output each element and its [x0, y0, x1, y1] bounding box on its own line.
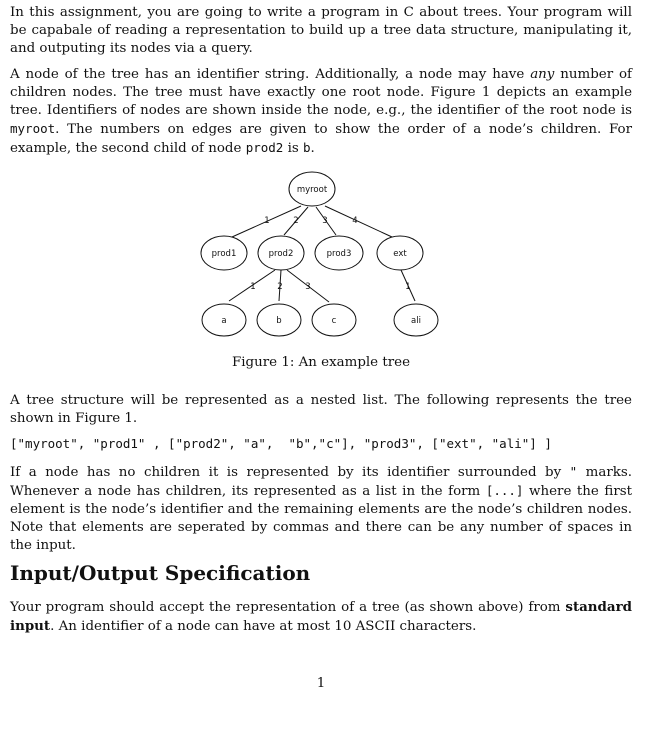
nested-list-paragraph: A tree structure will be represented as a nested list. The following represents the tree shown in Figure 1.	[10, 393, 632, 426]
text-run: If a node has no children it is represented by its identifier surrounded by	[10, 465, 570, 480]
node-label-prod1: prod1	[211, 249, 237, 259]
node-description-paragraph	[10, 66, 632, 158]
emphasis-any: any	[530, 67, 555, 82]
code-root-id: myroot	[10, 121, 56, 136]
edge-label: 1	[250, 282, 256, 292]
intro-paragraph: In this assignment, you are going to write a program in C about trees. Your program will be capabale of reading a representation to build up a tree data structure, manipulating it, and outputing its nodes via a query.	[10, 5, 632, 56]
code-list-form: [...]	[485, 483, 524, 498]
text-run: . The numbers on edges are given to show the order of a node’s children. For example, the second child of node	[10, 122, 632, 156]
edge-label: 3	[305, 282, 311, 292]
text-run: where the first element is the node’s identifier and the remaining elements are the node’s children nodes. Note that elements are seperated by commas and there can be any number of spaces in the input.	[10, 484, 633, 553]
node-label-c: c	[331, 316, 337, 326]
node-label-prod3: prod3	[326, 249, 352, 259]
node-label-ext: ext	[393, 249, 407, 259]
code-example: ["myroot", "prod1" , ["prod2", "a", "b","c"], "prod3", ["ext", "ali"] ]	[10, 436, 552, 451]
code-quote: "	[569, 464, 578, 479]
children-representation-paragraph	[10, 463, 632, 555]
figure-caption: Figure 1: An example tree	[231, 355, 410, 370]
node-label-ali: ali	[411, 316, 421, 326]
edge-myroot-ext	[325, 206, 392, 237]
text-run: . An identifier of a node can have at most 10 ASCII characters.	[50, 619, 477, 634]
text-run: .	[310, 141, 315, 156]
example-tree-figure	[0, 170, 660, 350]
code-b: b	[303, 140, 311, 155]
io-paragraph	[10, 598, 632, 636]
edge-label: 3	[322, 216, 328, 226]
text-run: is	[283, 141, 303, 156]
text-run: Your program should accept the representation of a tree (as shown above) from	[10, 600, 566, 615]
edge-label: 4	[352, 216, 358, 226]
code-prod2: prod2	[245, 140, 284, 155]
node-label-b: b	[276, 316, 282, 326]
section-title: Input/Output Specification	[10, 561, 311, 585]
edge-label: 1	[405, 282, 411, 292]
text-run: number of children nodes. The tree must have exactly one root node. Figure 1 depicts an example tree. Identifiers of nodes are shown inside the node, e.g., the identifier of the root node is	[10, 67, 633, 118]
page-number: 1	[316, 676, 326, 691]
bold-standard-input: standard input	[10, 599, 632, 634]
edge-label: 1	[264, 216, 270, 226]
node-label-prod2: prod2	[268, 249, 294, 259]
node-label-myroot: myroot	[296, 185, 328, 195]
edge-label: 2	[277, 282, 283, 292]
text-run: marks. Whenever a node has children, its represented as a list in the form	[10, 465, 632, 499]
edge-label: 2	[293, 216, 299, 226]
text-run: A node of the tree has an identifier string. Additionally, a node may have	[10, 67, 531, 82]
node-label-a: a	[221, 316, 227, 326]
